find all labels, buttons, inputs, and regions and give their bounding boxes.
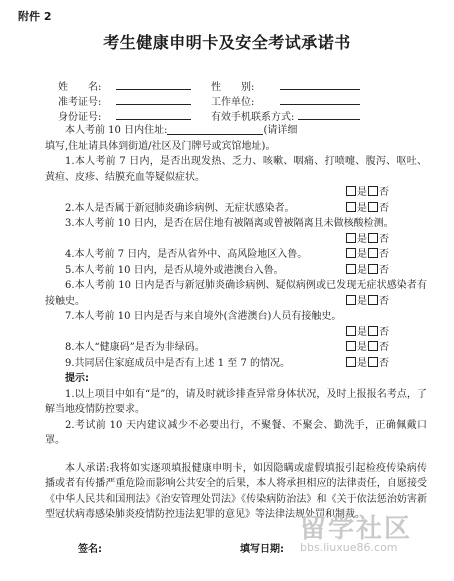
date-label: 填写日期: — [240, 544, 284, 555]
yes-label: 是 — [357, 326, 367, 338]
yes-no-options — [45, 232, 427, 248]
yes-label: 是 — [357, 295, 367, 307]
no-label: 否 — [379, 326, 389, 338]
no-label: 否 — [379, 264, 389, 276]
question-5: 5.本人考前 10 日内，是否从境外或港澳台入鲁。 — [65, 264, 284, 276]
id-number-label: 身份证号: — [58, 112, 102, 123]
yes-label: 是 — [357, 249, 367, 260]
question-9: 9.共同居住家庭成员中是否有上述 1 至 7 的情况。 — [65, 357, 290, 369]
question-2: 2.本人是否属于新冠肺炎确诊病例、无症状感染者。 — [65, 202, 295, 214]
question-8: 8.本人“健康码”是否为非绿码。 — [65, 342, 205, 353]
field-row — [58, 93, 438, 108]
no-label: 否 — [379, 202, 389, 214]
annex-label: 附件 2 — [18, 10, 52, 23]
yes-checkbox[interactable] — [346, 202, 356, 212]
residence-cont: 填写,住址请具体到街道/社区及门牌号或宾馆地址)。 — [45, 140, 276, 152]
name-label: 姓 名: — [58, 82, 102, 93]
yes-checkbox[interactable] — [346, 357, 356, 367]
yes-no-options — [45, 185, 427, 201]
question-3: 3.本人考前 10 日内，是否在居住地有被隔离或曾被隔离且未做核酸检测。 — [65, 218, 394, 229]
yes-no-options — [45, 325, 427, 341]
yes-label: 是 — [357, 233, 367, 245]
question-7: 7.本人考前 10 日内是否与来自境外(含港澳台)人员有接触史。 — [65, 311, 342, 322]
no-label: 否 — [379, 357, 389, 369]
signature-label: 签名: — [78, 544, 102, 555]
no-label: 否 — [379, 233, 389, 245]
yes-checkbox[interactable] — [346, 341, 356, 351]
no-label: 否 — [379, 295, 389, 307]
name-blank[interactable] — [116, 89, 191, 90]
watermark-logo: 留学社区 — [300, 514, 413, 544]
exam-number-blank[interactable] — [116, 104, 191, 105]
yes-checkbox[interactable] — [346, 264, 356, 274]
yes-checkbox[interactable] — [346, 295, 356, 305]
pledge-paragraph: 本人承诺:我将如实逐项填报健康申明卡，如因隐瞒或虚假填报引起检疫传染病传播或者有传播严重危险而影响公共安全的后果，本人将承担相应的法律责任，自愿接受《中华人民共和国刑法》《治安管理处罚法》《传染病防治法》和《关于依法惩治妨害新型冠状病毒感染肺炎疫情防控违法犯罪的意见》等法律法规处罚和制裁。 — [45, 462, 427, 520]
yes-checkbox[interactable] — [346, 233, 356, 243]
yes-label: 是 — [357, 357, 367, 369]
no-label: 否 — [379, 342, 389, 353]
no-checkbox[interactable] — [368, 186, 378, 196]
question-6: 6.本人考前 10 日内是否与新冠肺炎确诊病例、疑似病例或已发现无症状感染者有接触史。 — [45, 280, 427, 307]
question-1: 1.本人考前 7 日内，是否出现发热、乏力、咳嗽、咽痛、打喷嚏、腹泻、呕吐、黄疸、皮疹、结膜充血等疑似症状。 — [45, 156, 427, 183]
question-4: 4.本人考前 7 日内，是否从省外中、高风险地区入鲁。 — [65, 249, 308, 260]
no-checkbox[interactable] — [368, 233, 378, 243]
yes-label: 是 — [357, 342, 367, 353]
personal-info-fields — [58, 78, 438, 123]
gender-blank[interactable] — [280, 89, 360, 90]
field-row — [58, 108, 438, 123]
no-checkbox[interactable] — [368, 341, 378, 351]
yes-checkbox[interactable] — [346, 248, 356, 258]
no-checkbox[interactable] — [368, 264, 378, 274]
field-row — [58, 78, 438, 93]
document-title: 考生健康申明卡及安全考试承诺书 — [103, 33, 351, 52]
no-checkbox[interactable] — [368, 248, 378, 258]
employer-label: 工作单位: — [211, 97, 255, 108]
no-checkbox[interactable] — [368, 357, 378, 367]
id-number-blank[interactable] — [116, 119, 191, 120]
no-label: 否 — [379, 187, 389, 198]
yes-checkbox[interactable] — [346, 186, 356, 196]
tip-2: 2.考试前 10 天内建议减少不必要出行，不聚餐、不聚会、勤洗手，正确佩戴口罩。 — [45, 419, 427, 446]
residence-line — [45, 123, 427, 139]
tips-heading: 提示: — [65, 373, 89, 384]
yes-no-options — [45, 294, 427, 310]
no-checkbox[interactable] — [368, 295, 378, 305]
no-label: 否 — [379, 249, 389, 260]
exam-number-label: 准考证号: — [58, 97, 102, 108]
yes-checkbox[interactable] — [346, 326, 356, 336]
employer-blank[interactable] — [280, 104, 360, 105]
declaration-body — [45, 123, 427, 523]
phone-blank[interactable] — [298, 119, 360, 120]
tip-1: 1.以上项目中如有“是”的，请及时就诊排查异常身体状况，及时上报报名考点，了解当地疫情防控要求。 — [45, 388, 427, 415]
no-checkbox[interactable] — [368, 326, 378, 336]
yes-label: 是 — [357, 202, 367, 214]
watermark-url: bbs.liuxue86.com — [300, 541, 398, 554]
yes-label: 是 — [357, 187, 367, 198]
no-checkbox[interactable] — [368, 202, 378, 212]
gender-label: 性 别: — [211, 82, 255, 93]
residence-blank[interactable] — [167, 124, 263, 135]
phone-label: 有效手机联系方式: — [211, 112, 295, 123]
residence-note: (请详细 — [263, 125, 298, 136]
residence-label: 本人考前 10 日内住址: — [65, 125, 168, 136]
watermark — [300, 508, 450, 578]
yes-label: 是 — [357, 264, 367, 276]
